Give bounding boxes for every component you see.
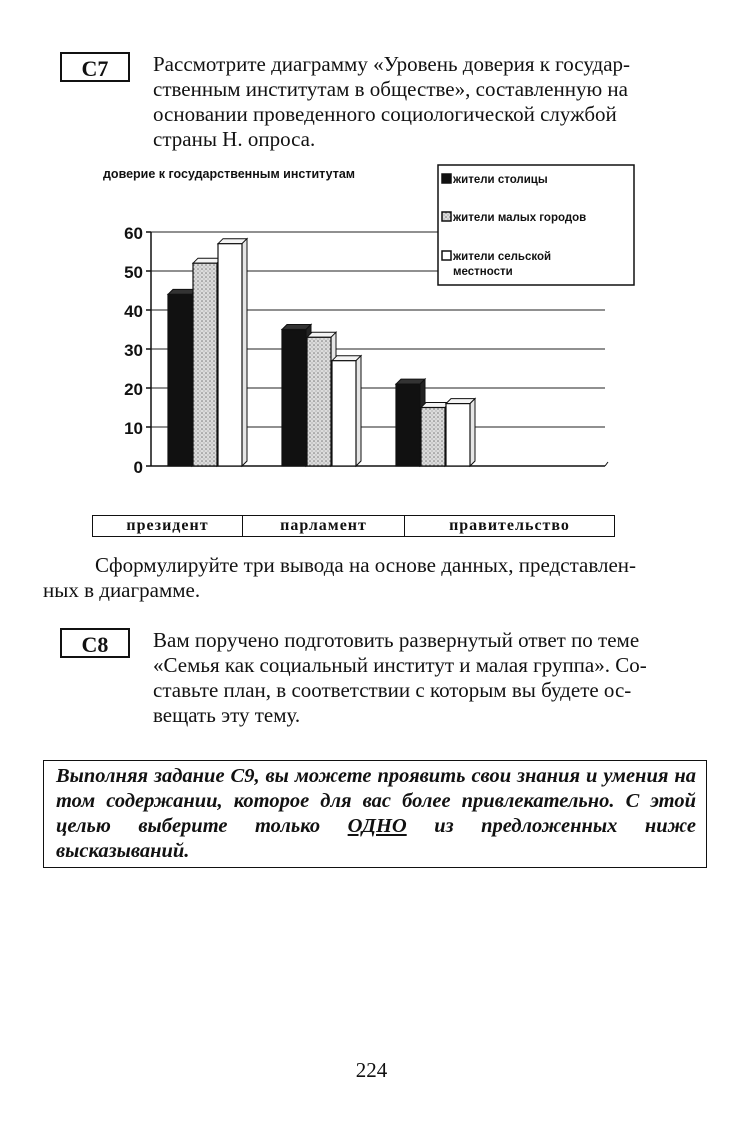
task-c7-label: С7 bbox=[60, 52, 130, 82]
y-tick-label: 40 bbox=[124, 302, 143, 321]
c9-instruction-part-2: из предложенных ниже высказываний. bbox=[56, 815, 696, 862]
bar bbox=[446, 404, 470, 466]
legend-swatch bbox=[442, 212, 451, 221]
bar bbox=[307, 337, 331, 466]
task-c7-line-3: основании проведенного социологической службой bbox=[153, 102, 617, 126]
legend-label: местности bbox=[453, 266, 513, 278]
x-axis-end bbox=[605, 462, 608, 466]
task-c7-text bbox=[153, 52, 693, 152]
task-c8-text bbox=[153, 628, 698, 728]
c9-instruction-box bbox=[43, 760, 707, 868]
y-tick-label: 50 bbox=[124, 263, 143, 282]
bar bbox=[396, 384, 420, 466]
bar bbox=[282, 330, 306, 467]
task-c8-line-2: «Семья как социальный институт и малая группа». Со- bbox=[153, 653, 647, 677]
bar bbox=[218, 244, 242, 466]
legend-label: жители сельской bbox=[453, 251, 552, 263]
category-label-president: президент bbox=[93, 516, 243, 536]
category-strip bbox=[92, 515, 615, 537]
legend-swatch bbox=[442, 174, 451, 183]
c7-question-line-2: ных в диаграмме. bbox=[43, 578, 201, 602]
chart-legend bbox=[438, 165, 634, 285]
task-c8-label: С8 bbox=[60, 628, 130, 658]
bar-side bbox=[242, 239, 247, 466]
c9-instruction-emphasis: ОДНО bbox=[347, 815, 407, 837]
task-c7-line-1: Рассмотрите диаграмму «Уровень доверия к государ- bbox=[153, 52, 631, 76]
chart-title: доверие к государственным институтам bbox=[103, 167, 356, 181]
y-tick-label: 60 bbox=[124, 224, 143, 243]
c9-instruction-part-1: Выполняя задание С9, вы можете проявить свои знания и умения на том содержании, которое для вас более привлекательно. С этой целью выберите только bbox=[56, 765, 696, 837]
page-number: 224 bbox=[355, 1058, 388, 1082]
y-tick-label: 30 bbox=[124, 341, 143, 360]
bar bbox=[193, 263, 217, 466]
bar-side bbox=[470, 399, 475, 466]
y-tick-label: 20 bbox=[124, 380, 143, 399]
chart-bars bbox=[168, 239, 475, 466]
legend-swatch bbox=[442, 251, 451, 260]
category-label-parliament: парламент bbox=[243, 516, 405, 536]
task-c8-line-3: ставьте план, в соответствии с которым вы будете ос- bbox=[153, 678, 632, 702]
task-c8-line-1: Вам поручено подготовить развернутый ответ по теме bbox=[153, 628, 640, 652]
bar-side bbox=[356, 356, 361, 466]
c7-question-line-1: Сформулируйте три вывода на основе данных, представлен- bbox=[95, 553, 637, 577]
y-tick-label: 0 bbox=[133, 458, 143, 477]
bar bbox=[168, 294, 192, 466]
bar bbox=[332, 361, 356, 466]
bar bbox=[421, 408, 445, 467]
legend-label: жители малых городов bbox=[453, 212, 587, 224]
trust-chart bbox=[85, 160, 645, 480]
category-label-government: правительство bbox=[449, 517, 570, 534]
c7-question bbox=[43, 553, 703, 603]
y-tick-label: 10 bbox=[124, 419, 143, 438]
task-c8-line-4: вещать эту тему. bbox=[153, 703, 301, 727]
task-c7-line-2: ственным институтам в обществе», составленную на bbox=[153, 77, 628, 101]
legend-label: жители столицы bbox=[453, 174, 548, 186]
task-c7-line-4: страны Н. опроса. bbox=[153, 127, 316, 151]
